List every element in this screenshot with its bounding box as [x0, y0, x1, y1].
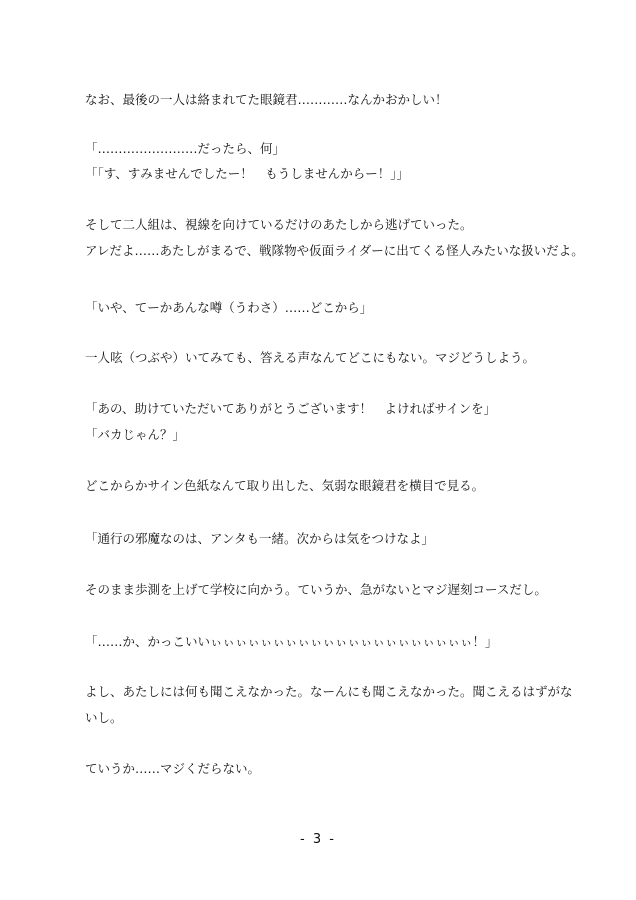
text-line: ていうか……マジくだらない。 — [85, 761, 261, 776]
text-line: 「あの、助けていただいてありがとうございます！ よければサインを」 — [85, 401, 497, 416]
text-line: 一人呟（つぶや）いてみても、答える声なんてどこにもない。マジどうしよう。 — [85, 350, 536, 365]
text-line: どこからかサイン色紙なんて取り出した、気弱な眼鏡君を横目で見る。 — [85, 478, 485, 493]
text-line: 「……か、かっこいいぃぃぃぃぃぃぃぃぃぃぃぃぃぃぃぃぃぃぃぃぃ！」 — [85, 634, 498, 649]
text-line: なお、最後の一人は絡まれてた眼鏡君…………なんかおかしい！ — [85, 92, 448, 107]
text-line: アレだよ……あたしがまるで、戦隊物や仮面ライダーに出てくる怪人みたいな扱いだよ。 — [85, 243, 584, 258]
text-line: いし。 — [85, 710, 123, 725]
text-line: そのまま歩測を上げて学校に向かう。ていうか、急がないとマジ遅刻コースだし。 — [85, 582, 547, 597]
text-line: 「……………………だったら、何」 — [85, 141, 286, 156]
text-line: 「通行の邪魔なのは、アンタも一緒。次からは気をつけなよ」 — [85, 531, 435, 546]
text-line: 「いや、てーかあんな噂（うわさ）……どこから」 — [85, 300, 373, 315]
text-line: そして二人組は、視線を向けているだけのあたしから逃げていった。 — [85, 217, 473, 232]
text-line: 「「す、すみませんでしたー！ もうしませんからー！」」 — [85, 166, 410, 181]
text-line: よし、あたしには何も聞こえなかった。なーんにも聞こえなかった。聞こえるはずがな — [85, 684, 573, 699]
text-line: 「バカじゃん？」 — [85, 427, 186, 442]
page-number: - 3 - — [300, 832, 336, 847]
